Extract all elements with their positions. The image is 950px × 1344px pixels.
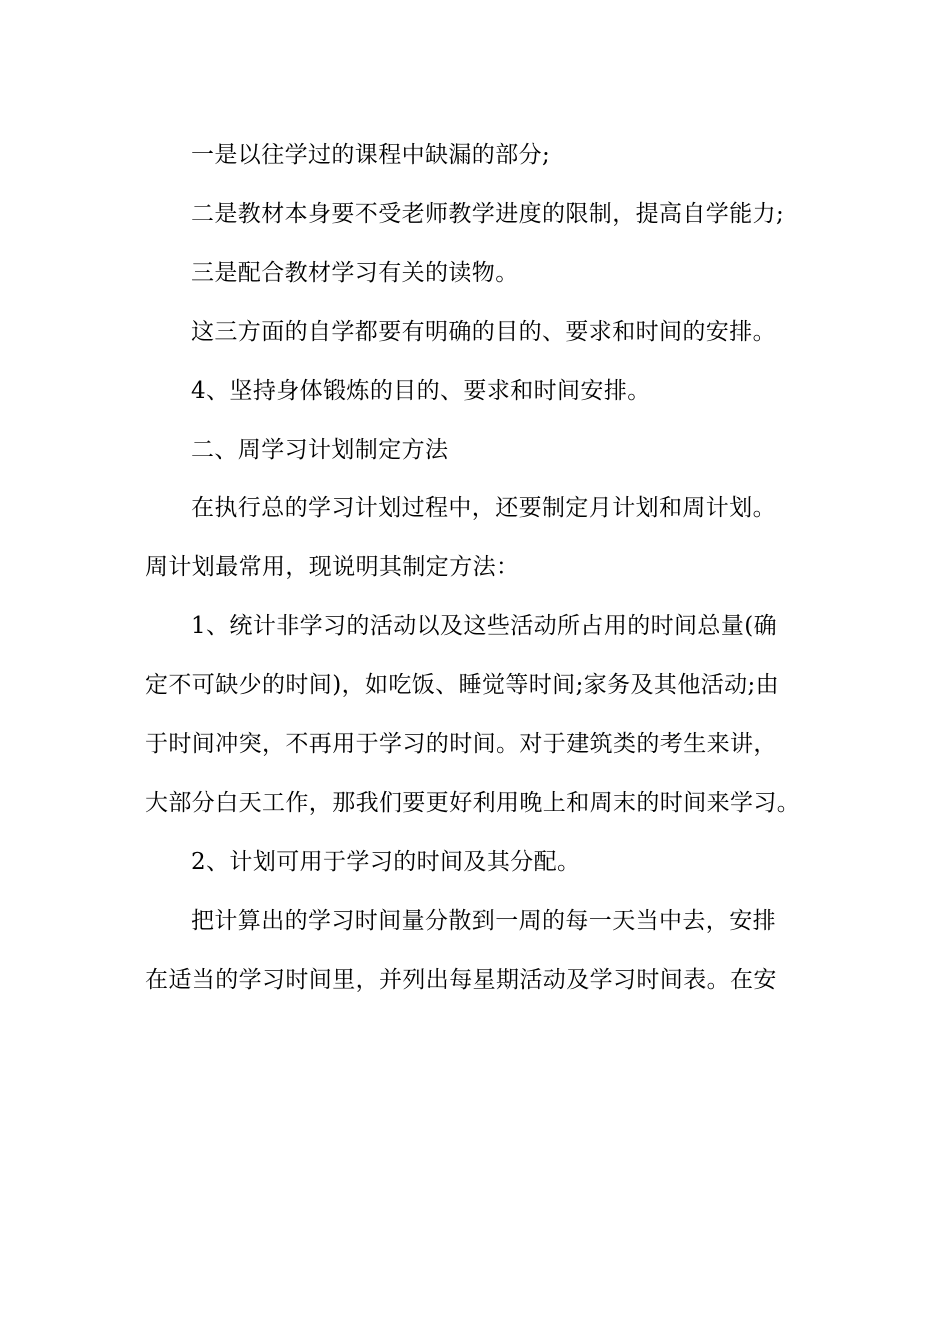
text-line: 1、统计非学习的活动以及这些活动所占用的时间总量(确 [191, 613, 778, 640]
text-line: 二是教材本身要不受老师教学进度的限制，提高自学能力; [191, 200, 785, 227]
text-line: 于时间冲突，不再用于学习的时间。对于建筑类的考生来讲， [145, 731, 777, 758]
text-line: 周计划最常用，现说明其制定方法： [145, 554, 520, 581]
text-line: 在执行总的学习计划过程中，还要制定月计划和周计划。 [191, 495, 776, 522]
document-body [145, 126, 813, 1010]
text-line: 大部分白天工作，那我们要更好利用晚上和周末的时间来学习。 [145, 789, 801, 816]
section-heading: 二、周学习计划制定方法 [191, 436, 449, 463]
text-line: 定不可缺少的时间)，如吃饭、睡觉等时间;家务及其他活动;由 [145, 672, 780, 699]
text-line: 4、坚持身体锻炼的目的、要求和时间安排。 [191, 377, 651, 404]
text-line: 2、计划可用于学习的时间及其分配。 [191, 848, 581, 875]
text-line: 三是配合教材学习有关的读物。 [191, 259, 519, 286]
text-line: 一是以往学过的课程中缺漏的部分; [191, 142, 551, 168]
text-line: 这三方面的自学都要有明确的目的、要求和时间的安排。 [191, 318, 776, 345]
text-line: 在适当的学习时间里，并列出每星期活动及学习时间表。在安 [145, 966, 777, 993]
text-line: 把计算出的学习时间量分散到一周的每一天当中去，安排 [191, 907, 776, 934]
